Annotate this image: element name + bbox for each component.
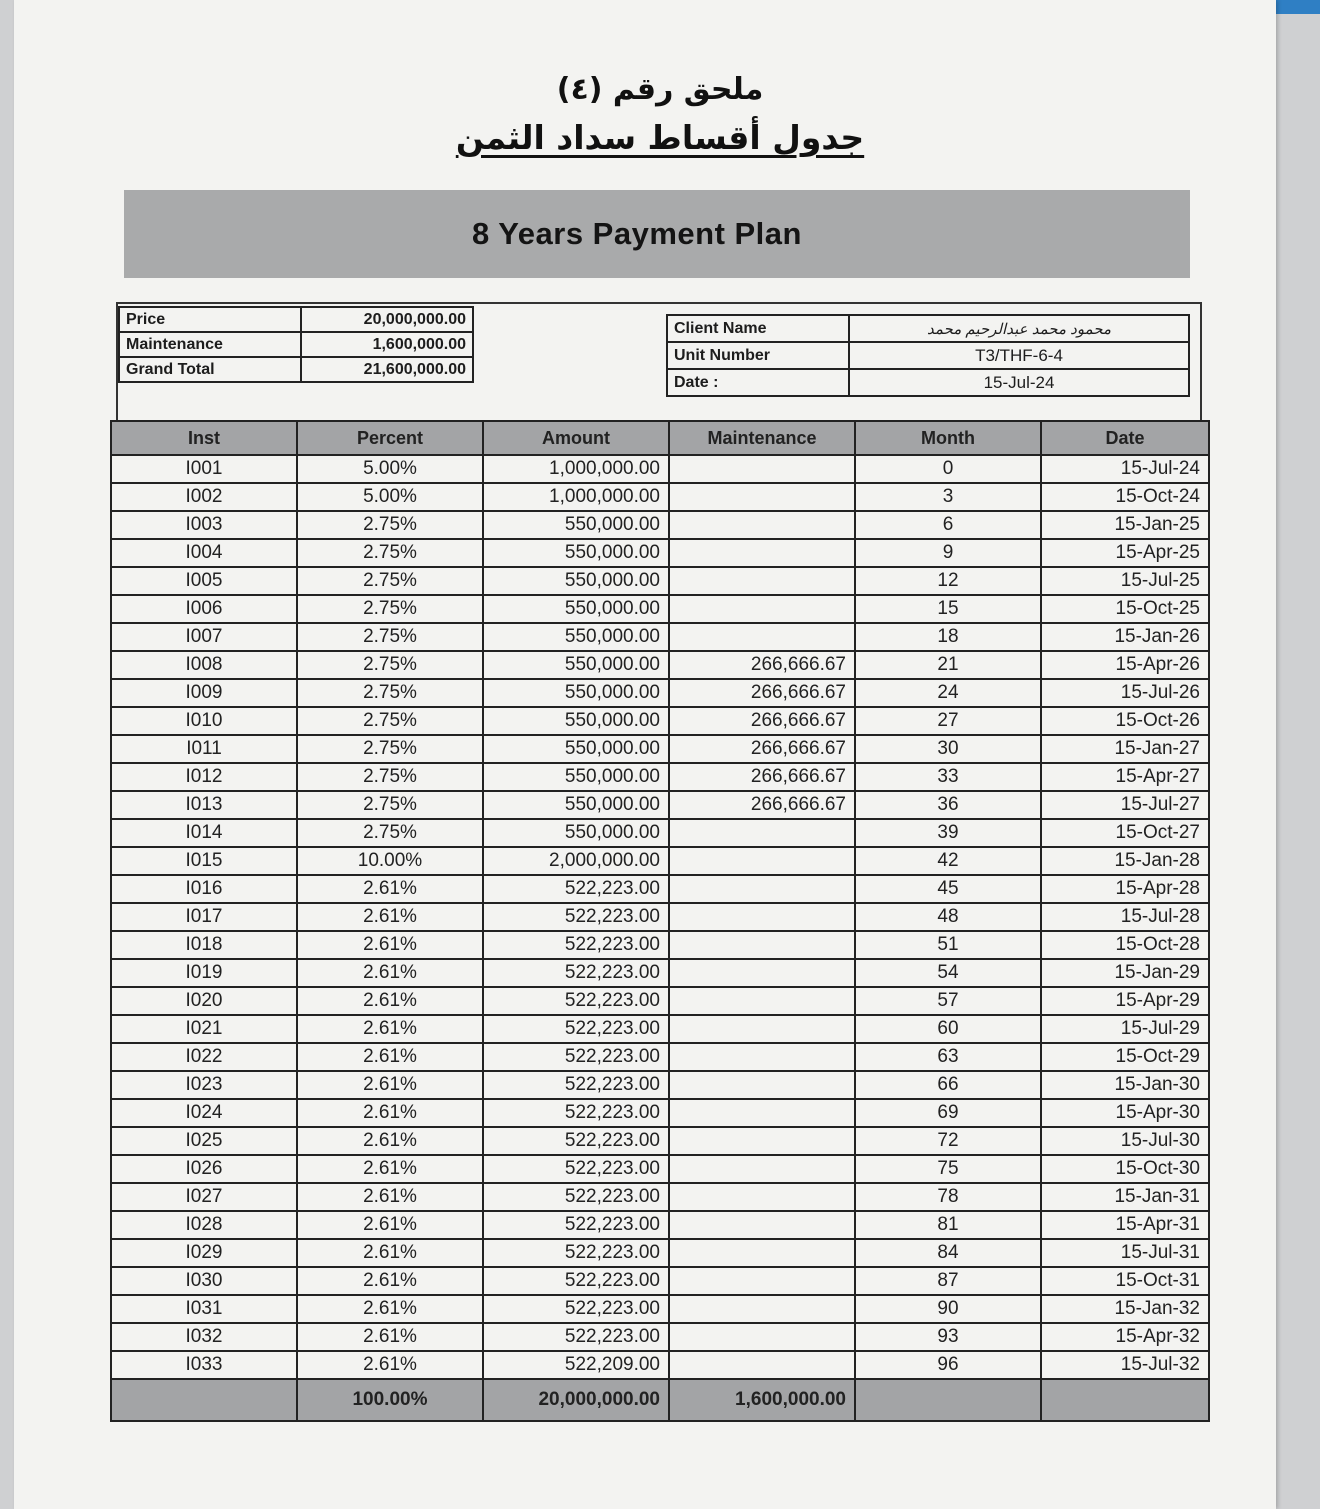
month-cell: 6 (855, 511, 1041, 539)
inst-cell: I008 (111, 651, 297, 679)
pricing-label: Maintenance (119, 332, 301, 357)
percent-cell: 2.75% (297, 763, 483, 791)
percent-cell: 2.61% (297, 1351, 483, 1379)
date-cell: 15-Jan-29 (1041, 959, 1209, 987)
percent-cell: 2.61% (297, 1099, 483, 1127)
date-cell: 15-Jan-31 (1041, 1183, 1209, 1211)
month-cell: 87 (855, 1267, 1041, 1295)
date-cell: 15-Apr-28 (1041, 875, 1209, 903)
percent-cell: 2.61% (297, 1015, 483, 1043)
amount-cell: 2,000,000.00 (483, 847, 669, 875)
maintenance-cell (669, 819, 855, 847)
date-cell: 15-Jul-32 (1041, 1351, 1209, 1379)
inst-cell: I022 (111, 1043, 297, 1071)
date-cell: 15-Jan-32 (1041, 1295, 1209, 1323)
percent-cell: 2.61% (297, 1183, 483, 1211)
amount-cell: 522,223.00 (483, 959, 669, 987)
date-cell: 15-Oct-27 (1041, 819, 1209, 847)
table-row (111, 567, 1209, 595)
percent-cell: 2.61% (297, 931, 483, 959)
column-header-date: Date (1041, 421, 1209, 455)
percent-cell: 10.00% (297, 847, 483, 875)
column-header-percent: Percent (297, 421, 483, 455)
date-cell: 15-Oct-25 (1041, 595, 1209, 623)
percent-cell: 2.75% (297, 511, 483, 539)
percent-cell: 2.61% (297, 1295, 483, 1323)
client-value: 15-Jul-24 (849, 369, 1189, 396)
table-row (111, 987, 1209, 1015)
percent-cell: 2.61% (297, 875, 483, 903)
inst-cell: I021 (111, 1015, 297, 1043)
inst-cell: I031 (111, 1295, 297, 1323)
month-cell: 3 (855, 483, 1041, 511)
month-cell: 48 (855, 903, 1041, 931)
percent-cell: 2.61% (297, 1127, 483, 1155)
percent-cell: 2.75% (297, 819, 483, 847)
client-label: Date : (667, 369, 849, 396)
maintenance-cell: 266,666.67 (669, 707, 855, 735)
maintenance-cell (669, 1295, 855, 1323)
percent-cell: 2.75% (297, 791, 483, 819)
column-header-amount: Amount (483, 421, 669, 455)
month-cell: 90 (855, 1295, 1041, 1323)
client-table (666, 314, 1190, 397)
month-cell: 72 (855, 1127, 1041, 1155)
maintenance-cell (669, 623, 855, 651)
plan-banner (124, 190, 1190, 278)
inst-cell: I027 (111, 1183, 297, 1211)
date-cell: 15-Apr-31 (1041, 1211, 1209, 1239)
column-header-maintenance: Maintenance (669, 421, 855, 455)
total-amount-cell: 20,000,000.00 (483, 1379, 669, 1421)
maintenance-cell (669, 1099, 855, 1127)
percent-cell: 2.75% (297, 651, 483, 679)
total-percent-cell: 100.00% (297, 1379, 483, 1421)
pricing-row (119, 307, 473, 332)
maintenance-cell (669, 1127, 855, 1155)
table-row (111, 1099, 1209, 1127)
maintenance-cell (669, 1043, 855, 1071)
amount-cell: 522,223.00 (483, 1071, 669, 1099)
maintenance-cell (669, 539, 855, 567)
inst-cell: I032 (111, 1323, 297, 1351)
table-row (111, 1043, 1209, 1071)
date-cell: 15-Jan-25 (1041, 511, 1209, 539)
amount-cell: 550,000.00 (483, 819, 669, 847)
pricing-row (119, 332, 473, 357)
amount-cell: 550,000.00 (483, 539, 669, 567)
amount-cell: 522,223.00 (483, 1043, 669, 1071)
month-cell: 15 (855, 595, 1041, 623)
schedule-title (0, 118, 1320, 157)
table-row (111, 1267, 1209, 1295)
amount-cell: 522,223.00 (483, 987, 669, 1015)
maintenance-cell (669, 987, 855, 1015)
maintenance-cell (669, 847, 855, 875)
pricing-table (118, 306, 474, 383)
inst-cell: I007 (111, 623, 297, 651)
percent-cell: 2.61% (297, 903, 483, 931)
inst-cell: I020 (111, 987, 297, 1015)
inst-cell: I017 (111, 903, 297, 931)
table-row (111, 623, 1209, 651)
client-row (667, 315, 1189, 342)
month-cell: 78 (855, 1183, 1041, 1211)
amount-cell: 522,223.00 (483, 903, 669, 931)
month-cell: 66 (855, 1071, 1041, 1099)
client-value: محمود محمد عبدالرحيم محمد (849, 315, 1189, 342)
inst-cell: I029 (111, 1239, 297, 1267)
month-cell: 54 (855, 959, 1041, 987)
maintenance-cell: 266,666.67 (669, 763, 855, 791)
table-row (111, 1071, 1209, 1099)
inst-cell: I014 (111, 819, 297, 847)
date-cell: 15-Jan-27 (1041, 735, 1209, 763)
inst-cell: I026 (111, 1155, 297, 1183)
table-row (111, 791, 1209, 819)
percent-cell: 2.75% (297, 595, 483, 623)
amount-cell: 550,000.00 (483, 651, 669, 679)
table-row (111, 1351, 1209, 1379)
installments-table (110, 420, 1210, 1422)
amount-cell: 522,223.00 (483, 1211, 669, 1239)
month-cell: 60 (855, 1015, 1041, 1043)
maintenance-cell (669, 959, 855, 987)
percent-cell: 2.61% (297, 1043, 483, 1071)
inst-cell: I013 (111, 791, 297, 819)
month-cell: 75 (855, 1155, 1041, 1183)
date-cell: 15-Jul-24 (1041, 455, 1209, 483)
month-cell: 84 (855, 1239, 1041, 1267)
inst-cell: I004 (111, 539, 297, 567)
maintenance-cell (669, 483, 855, 511)
column-header-month: Month (855, 421, 1041, 455)
inst-cell: I019 (111, 959, 297, 987)
inst-cell: I024 (111, 1099, 297, 1127)
inst-cell: I003 (111, 511, 297, 539)
date-cell: 15-Oct-31 (1041, 1267, 1209, 1295)
amount-cell: 550,000.00 (483, 735, 669, 763)
table-row (111, 1183, 1209, 1211)
table-row (111, 1239, 1209, 1267)
date-cell: 15-Apr-26 (1041, 651, 1209, 679)
percent-cell: 2.61% (297, 1211, 483, 1239)
month-cell: 51 (855, 931, 1041, 959)
pricing-value: 20,000,000.00 (301, 307, 473, 332)
month-cell: 36 (855, 791, 1041, 819)
date-cell: 15-Apr-27 (1041, 763, 1209, 791)
table-row (111, 595, 1209, 623)
month-cell: 57 (855, 987, 1041, 1015)
maintenance-cell (669, 1323, 855, 1351)
amount-cell: 522,223.00 (483, 1127, 669, 1155)
table-row (111, 455, 1209, 483)
percent-cell: 2.61% (297, 1267, 483, 1295)
table-row (111, 651, 1209, 679)
amount-cell: 522,223.00 (483, 1239, 669, 1267)
percent-cell: 2.61% (297, 987, 483, 1015)
maintenance-cell (669, 1155, 855, 1183)
table-row (111, 539, 1209, 567)
month-cell: 42 (855, 847, 1041, 875)
pricing-label: Grand Total (119, 357, 301, 382)
maintenance-cell (669, 1239, 855, 1267)
amount-cell: 522,223.00 (483, 875, 669, 903)
amount-cell: 550,000.00 (483, 511, 669, 539)
maintenance-cell: 266,666.67 (669, 679, 855, 707)
date-cell: 15-Oct-24 (1041, 483, 1209, 511)
inst-cell: I009 (111, 679, 297, 707)
inst-cell: I002 (111, 483, 297, 511)
amount-cell: 1,000,000.00 (483, 455, 669, 483)
column-header-inst: Inst (111, 421, 297, 455)
date-cell: 15-Oct-28 (1041, 931, 1209, 959)
amount-cell: 550,000.00 (483, 707, 669, 735)
amount-cell: 550,000.00 (483, 567, 669, 595)
amount-cell: 522,223.00 (483, 931, 669, 959)
table-row (111, 511, 1209, 539)
amount-cell: 522,209.00 (483, 1351, 669, 1379)
month-cell: 18 (855, 623, 1041, 651)
maintenance-cell (669, 1211, 855, 1239)
percent-cell: 2.75% (297, 539, 483, 567)
total-date-cell (1041, 1379, 1209, 1421)
pricing-value: 1,600,000.00 (301, 332, 473, 357)
percent-cell: 5.00% (297, 455, 483, 483)
month-cell: 69 (855, 1099, 1041, 1127)
inst-cell: I033 (111, 1351, 297, 1379)
client-row (667, 369, 1189, 396)
date-cell: 15-Jul-30 (1041, 1127, 1209, 1155)
date-cell: 15-Jul-28 (1041, 903, 1209, 931)
month-cell: 39 (855, 819, 1041, 847)
table-row (111, 931, 1209, 959)
maintenance-cell (669, 931, 855, 959)
percent-cell: 5.00% (297, 483, 483, 511)
month-cell: 21 (855, 651, 1041, 679)
date-cell: 15-Jan-28 (1041, 847, 1209, 875)
date-cell: 15-Jan-30 (1041, 1071, 1209, 1099)
table-row (111, 1323, 1209, 1351)
maintenance-cell (669, 1267, 855, 1295)
inst-cell: I011 (111, 735, 297, 763)
date-cell: 15-Apr-25 (1041, 539, 1209, 567)
percent-cell: 2.61% (297, 1323, 483, 1351)
date-cell: 15-Oct-30 (1041, 1155, 1209, 1183)
amount-cell: 522,223.00 (483, 1099, 669, 1127)
date-cell: 15-Oct-29 (1041, 1043, 1209, 1071)
maintenance-cell (669, 1071, 855, 1099)
total-month-cell (855, 1379, 1041, 1421)
total-inst-cell (111, 1379, 297, 1421)
annex-title: ملحق رقم (٤) (556, 72, 764, 107)
amount-cell: 522,223.00 (483, 1295, 669, 1323)
amount-cell: 550,000.00 (483, 791, 669, 819)
maintenance-cell (669, 903, 855, 931)
table-row (111, 735, 1209, 763)
client-label: Unit Number (667, 342, 849, 369)
date-cell: 15-Apr-29 (1041, 987, 1209, 1015)
inst-cell: I023 (111, 1071, 297, 1099)
date-cell: 15-Apr-30 (1041, 1099, 1209, 1127)
month-cell: 24 (855, 679, 1041, 707)
inst-cell: I028 (111, 1211, 297, 1239)
amount-cell: 522,223.00 (483, 1323, 669, 1351)
date-cell: 15-Oct-26 (1041, 707, 1209, 735)
table-row (111, 959, 1209, 987)
month-cell: 45 (855, 875, 1041, 903)
month-cell: 12 (855, 567, 1041, 595)
totals-row (111, 1379, 1209, 1421)
maintenance-cell (669, 875, 855, 903)
table-row (111, 875, 1209, 903)
pricing-row (119, 357, 473, 382)
amount-cell: 550,000.00 (483, 679, 669, 707)
inst-cell: I018 (111, 931, 297, 959)
percent-cell: 2.75% (297, 679, 483, 707)
percent-cell: 2.75% (297, 735, 483, 763)
maintenance-cell: 266,666.67 (669, 651, 855, 679)
schedule-title-text: جدول أقساط سداد الثمن (455, 118, 865, 157)
amount-cell: 522,223.00 (483, 1183, 669, 1211)
date-cell: 15-Apr-32 (1041, 1323, 1209, 1351)
table-row (111, 1155, 1209, 1183)
maintenance-cell (669, 1183, 855, 1211)
month-cell: 27 (855, 707, 1041, 735)
date-cell: 15-Jul-26 (1041, 679, 1209, 707)
amount-cell: 1,000,000.00 (483, 483, 669, 511)
maintenance-cell: 266,666.67 (669, 735, 855, 763)
inst-cell: I010 (111, 707, 297, 735)
maintenance-cell: 266,666.67 (669, 791, 855, 819)
table-row (111, 1015, 1209, 1043)
date-cell: 15-Jul-25 (1041, 567, 1209, 595)
date-cell: 15-Jan-26 (1041, 623, 1209, 651)
table-row (111, 763, 1209, 791)
maintenance-cell (669, 511, 855, 539)
inst-cell: I025 (111, 1127, 297, 1155)
table-row (111, 1127, 1209, 1155)
table-row (111, 1211, 1209, 1239)
maintenance-cell (669, 1015, 855, 1043)
month-cell: 96 (855, 1351, 1041, 1379)
inst-cell: I030 (111, 1267, 297, 1295)
table-row (111, 819, 1209, 847)
table-row (111, 847, 1209, 875)
table-row (111, 1295, 1209, 1323)
date-cell: 15-Jul-29 (1041, 1015, 1209, 1043)
amount-cell: 522,223.00 (483, 1015, 669, 1043)
percent-cell: 2.75% (297, 623, 483, 651)
month-cell: 33 (855, 763, 1041, 791)
inst-cell: I015 (111, 847, 297, 875)
month-cell: 93 (855, 1323, 1041, 1351)
inst-cell: I016 (111, 875, 297, 903)
inst-cell: I001 (111, 455, 297, 483)
amount-cell: 522,223.00 (483, 1267, 669, 1295)
percent-cell: 2.61% (297, 1071, 483, 1099)
month-cell: 63 (855, 1043, 1041, 1071)
table-row (111, 707, 1209, 735)
maintenance-cell (669, 567, 855, 595)
table-row (111, 679, 1209, 707)
amount-cell: 550,000.00 (483, 595, 669, 623)
maintenance-cell (669, 1351, 855, 1379)
total-maintenance-cell: 1,600,000.00 (669, 1379, 855, 1421)
month-cell: 0 (855, 455, 1041, 483)
maintenance-cell (669, 595, 855, 623)
maintenance-cell (669, 455, 855, 483)
inst-cell: I006 (111, 595, 297, 623)
inst-cell: I012 (111, 763, 297, 791)
amount-cell: 550,000.00 (483, 763, 669, 791)
date-cell: 15-Jul-27 (1041, 791, 1209, 819)
table-row (111, 903, 1209, 931)
pricing-value: 21,600,000.00 (301, 357, 473, 382)
percent-cell: 2.75% (297, 707, 483, 735)
percent-cell: 2.61% (297, 1239, 483, 1267)
amount-cell: 522,223.00 (483, 1155, 669, 1183)
plan-title: 8 Years Payment Plan (472, 216, 802, 251)
month-cell: 81 (855, 1211, 1041, 1239)
table-row (111, 483, 1209, 511)
pricing-label: Price (119, 307, 301, 332)
percent-cell: 2.61% (297, 1155, 483, 1183)
date-cell: 15-Jul-31 (1041, 1239, 1209, 1267)
month-cell: 30 (855, 735, 1041, 763)
client-value: T3/THF-6-4 (849, 342, 1189, 369)
table-header-row (111, 421, 1209, 455)
month-cell: 9 (855, 539, 1041, 567)
inst-cell: I005 (111, 567, 297, 595)
client-label: Client Name (667, 315, 849, 342)
percent-cell: 2.61% (297, 959, 483, 987)
client-row (667, 342, 1189, 369)
amount-cell: 550,000.00 (483, 623, 669, 651)
percent-cell: 2.75% (297, 567, 483, 595)
